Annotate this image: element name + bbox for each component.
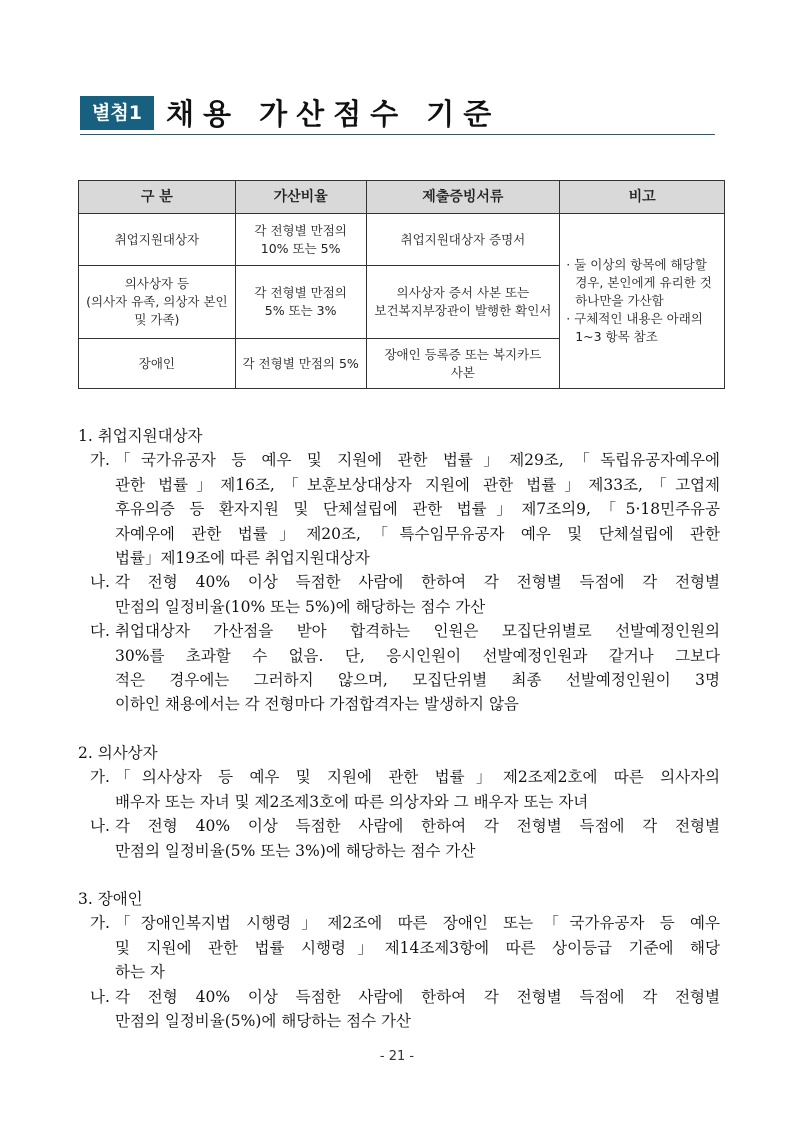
- cell-line: 보건복지부장관이 발행한 확인서: [374, 303, 552, 318]
- cell-line: 각 전형별 만점의 5%: [242, 355, 359, 371]
- item-text: [115, 448, 720, 570]
- text-line: 각 전형 40% 이상 득점한 사람에 한하여 각 전형별 득점에 각 전형별: [115, 573, 720, 592]
- cell-category: [79, 214, 236, 266]
- item-marker: 다.: [90, 622, 110, 641]
- section-title: 2. 의사상자: [78, 743, 158, 762]
- text-line: 「국가유공자 등 예우 및 지원에 관한 법률」제29조,「독립유공자예우에: [115, 451, 720, 470]
- text-line: 후유의증 등 환자지원 및 단체설립에 관한 법률」제7조의9,「5·18민주유공: [115, 500, 720, 519]
- cell-category: [79, 266, 236, 339]
- text-line: 적은 경우에는 그러하지 않으며, 모집단위별 최종 선발예정인원이 3명: [115, 671, 720, 690]
- page-header: [80, 94, 715, 135]
- cell-line: 의사상자 등: [124, 276, 190, 291]
- cell-line: 각 전형별 만점의: [254, 285, 347, 300]
- remark-line: 하나만을 가산함: [575, 293, 664, 308]
- cell-line: 5% 또는 3%: [264, 303, 337, 318]
- item-text: [115, 911, 720, 984]
- column-header-documents: 제출증빙서류: [366, 181, 560, 214]
- text-line: 각 전형 40% 이상 득점한 사람에 한하여 각 전형별 득점에 각 전형별: [115, 817, 720, 836]
- remark-line: · 구체적인 내용은 아래의: [566, 311, 703, 326]
- text-line: 30%를 초과할 수 없음. 단, 응시인원이 선발예정인원과 같거나 그보다: [115, 646, 720, 665]
- text-line: 「장애인복지법 시행령」제2조에 따른 장애인 또는「국가유공자 등 예우: [115, 914, 720, 933]
- cell-line: 장애인: [138, 355, 175, 371]
- page-title: 채용 가산점수 기준: [166, 97, 501, 131]
- text-line: 이하인 채용에서는 각 전형마다 가점합격자는 발생하지 않음: [115, 695, 519, 714]
- cell-category: [79, 339, 236, 389]
- list-item: [78, 619, 720, 717]
- text-line: 「의사상자 등 예우 및 지원에 관한 법률」제2조제2호에 따른 의사자의: [115, 768, 720, 787]
- column-header-remarks: 비고: [560, 181, 725, 214]
- item-text: [115, 619, 720, 717]
- item-text: [115, 814, 720, 863]
- cell-ratio: [235, 214, 366, 266]
- section-title: 3. 장애인: [78, 889, 143, 908]
- cell-documents: [366, 214, 560, 266]
- item-text: [115, 765, 720, 814]
- list-item: [78, 814, 720, 863]
- cell-line: 취업지원대상자 증명서: [400, 231, 526, 247]
- cell-documents: [366, 339, 560, 389]
- list-item: [78, 911, 720, 984]
- item-marker: 가.: [90, 768, 110, 787]
- cell-line: 각 전형별 만점의: [254, 222, 347, 238]
- text-line: 및 지원에 관한 법률 시행령」제14조제3항에 따른 상이등급 기준에 해당: [115, 938, 720, 957]
- cell-line: 장애인 등록증 또는 복지카드: [384, 346, 542, 362]
- text-line: 만점의 일정비율(5% 또는 3%)에 해당하는 점수 가산: [115, 841, 476, 860]
- list-item: [78, 985, 720, 1034]
- text-line: 하는 자: [115, 963, 165, 982]
- text-line: 만점의 일정비율(10% 또는 5%)에 해당하는 점수 가산: [115, 597, 486, 616]
- cell-documents: [366, 266, 560, 339]
- cell-line: (의사자 유족, 의상자 본인: [86, 294, 228, 309]
- item-text: [115, 570, 720, 619]
- list-item: [78, 570, 720, 619]
- text-line: 각 전형 40% 이상 득점한 사람에 한하여 각 전형별 득점에 각 전형별: [115, 987, 720, 1006]
- remark-line: 경우, 본인에게 유리한 것: [575, 275, 712, 290]
- list-item: [78, 448, 720, 570]
- remark-line: 1~3 항목 참조: [575, 329, 658, 344]
- cell-ratio: [235, 266, 366, 339]
- item-text: [115, 985, 720, 1034]
- cell-ratio: [235, 339, 366, 389]
- page-number: - 21 -: [379, 1049, 415, 1064]
- item-marker: 나.: [90, 987, 110, 1006]
- cell-line: 취업지원대상자: [114, 231, 200, 247]
- text-line: 취업대상자 가산점을 받아 합격하는 인원은 모집단위별로 선발예정인원의: [115, 622, 720, 641]
- bonus-criteria-table: [78, 180, 725, 389]
- item-marker: 가.: [90, 914, 110, 933]
- attachment-badge: 별첨1: [80, 96, 154, 130]
- section-title: 1. 취업지원대상자: [78, 427, 203, 445]
- item-marker: 나.: [90, 817, 110, 836]
- text-line: 만점의 일정비율(5%)에 해당하는 점수 가산: [115, 1011, 411, 1030]
- cell-remarks: [560, 214, 725, 389]
- cell-line: 및 가족): [134, 312, 180, 327]
- table-row: [79, 214, 725, 266]
- list-item: [78, 765, 720, 814]
- text-line: 관한 법률」제16조,「보훈보상대상자 지원에 관한 법률」제33조,「고엽제: [115, 475, 720, 494]
- criteria-details: [78, 424, 720, 1033]
- text-line: 배우자 또는 자녀 및 제2조제3호에 따른 의상자와 그 배우자 또는 자녀: [115, 792, 589, 811]
- cell-line: 사본: [450, 364, 475, 380]
- remark-line: · 둘 이상의 항목에 해당할: [566, 257, 707, 272]
- item-marker: 가.: [90, 451, 110, 470]
- item-marker: 나.: [90, 573, 110, 592]
- cell-line: 의사상자 증서 사본 또는: [396, 285, 530, 300]
- table-header-row: [79, 181, 725, 214]
- column-header-category: 구 분: [79, 181, 236, 214]
- column-header-ratio: 가산비율: [235, 181, 366, 214]
- text-line: 자예우에 관한 법률」제20조,「특수임무유공자 예우 및 단체설립에 관한: [115, 524, 720, 543]
- cell-line: 10% 또는 5%: [260, 240, 341, 256]
- text-line: 법률」제19조에 따른 취업지원대상자: [115, 549, 370, 568]
